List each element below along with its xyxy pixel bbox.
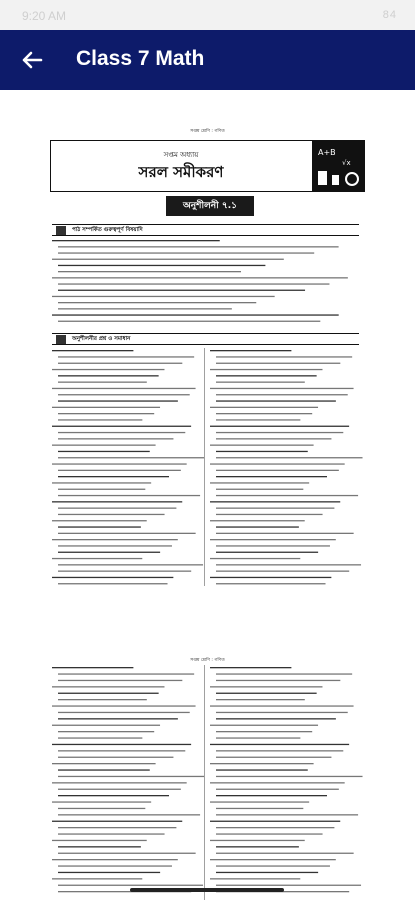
text-line: [58, 533, 196, 534]
text-line: [52, 577, 173, 578]
text-line: [210, 558, 300, 559]
app-bar: [0, 30, 415, 90]
text-line: [58, 290, 305, 291]
text-line: [52, 763, 156, 764]
text-line: [58, 363, 182, 364]
column-divider: [204, 665, 205, 900]
text-line: [58, 419, 142, 420]
text-line: [58, 571, 191, 572]
text-line: [216, 718, 336, 719]
text-line: [216, 769, 308, 770]
chapter-label: সপ্তম অধ্যায়: [163, 151, 199, 159]
text-line: [210, 744, 349, 745]
text-line: [58, 750, 185, 751]
text-line: [210, 878, 300, 879]
text-line: [216, 457, 363, 458]
text-line: [216, 470, 339, 471]
text-line: [52, 350, 133, 351]
text-line: [58, 246, 339, 247]
text-line: [52, 821, 182, 822]
text-line: [52, 558, 142, 559]
text-line: [216, 375, 317, 376]
text-line: [216, 508, 334, 509]
text-line: [58, 846, 141, 847]
text-line: [58, 712, 190, 713]
text-line: [52, 801, 151, 802]
text-line: [58, 265, 265, 266]
text-line: [58, 808, 145, 809]
text-line: [52, 463, 187, 464]
text-line: [216, 885, 361, 886]
text-line: [58, 673, 194, 674]
text-line: [216, 476, 327, 477]
text-line: [58, 827, 176, 828]
text-line: [216, 356, 352, 357]
text-line: [216, 872, 318, 873]
text-line: [210, 501, 340, 502]
text-line: [210, 407, 318, 408]
text-line: [216, 776, 363, 777]
text-line: [52, 686, 164, 687]
section-heading: অনুশীলনীর প্রশ্ন ও সমাধান: [52, 333, 359, 345]
page-2-text-block: [46, 657, 369, 900]
text-line: [58, 564, 203, 565]
status-time: 9:20 AM: [22, 9, 67, 23]
text-line: [216, 495, 358, 496]
text-line: [58, 476, 169, 477]
text-line: [216, 680, 340, 681]
text-line: [52, 388, 196, 389]
text-line: [58, 526, 141, 527]
text-line: [58, 552, 160, 553]
text-line: [216, 564, 361, 565]
text-line: [58, 470, 181, 471]
text-line: [58, 853, 196, 854]
text-line: [58, 302, 256, 303]
text-line: [216, 737, 300, 738]
text-line: [210, 821, 340, 822]
text-line: [210, 763, 314, 764]
text-line: [210, 840, 305, 841]
text-line: [216, 583, 326, 584]
text-line: [210, 686, 322, 687]
text-line: [58, 699, 147, 700]
text-line: [216, 757, 331, 758]
page-1-text-block: [46, 128, 369, 588]
text-line: [210, 782, 345, 783]
text-line: [52, 705, 196, 706]
text-line: [216, 846, 299, 847]
text-line: [216, 419, 300, 420]
text-line: [58, 865, 172, 866]
text-line: [216, 382, 305, 383]
text-line: [58, 394, 190, 395]
page-title: Class 7 Math: [76, 47, 205, 70]
section-heading: পাঠ সম্পর্কিত গুরুত্বপূর্ণ বিষয়াদি: [52, 224, 359, 236]
text-line: [216, 514, 323, 515]
text-line: [210, 577, 331, 578]
text-line: [210, 388, 354, 389]
text-line: [58, 731, 154, 732]
text-line: [58, 718, 178, 719]
text-line: [210, 426, 349, 427]
text-line: [58, 737, 142, 738]
text-line: [216, 833, 323, 834]
text-line: [52, 482, 151, 483]
text-line: [58, 400, 178, 401]
text-line: [58, 489, 145, 490]
chapter-title: সরল সমীকরণ: [138, 163, 224, 181]
text-line: [216, 673, 352, 674]
page-header: সপ্তম শ্রেণি : গণিত: [190, 658, 225, 663]
text-line: [210, 705, 354, 706]
text-line: [210, 520, 305, 521]
text-line: [58, 680, 182, 681]
text-line: [52, 520, 147, 521]
text-line: [216, 865, 330, 866]
text-line: [216, 795, 327, 796]
text-line: [216, 413, 312, 414]
text-line: [52, 259, 284, 260]
text-line: [52, 667, 133, 668]
svg-text:A+B: A+B: [318, 148, 336, 157]
text-line: [58, 508, 176, 509]
text-line: [216, 571, 349, 572]
text-line: [52, 277, 348, 278]
text-line: [58, 545, 172, 546]
text-line: [216, 400, 336, 401]
text-line: [58, 814, 200, 815]
text-line: [52, 314, 339, 315]
battery-level: 84: [382, 9, 397, 21]
text-line: [58, 308, 232, 309]
text-line: [52, 859, 178, 860]
text-line: [58, 432, 185, 433]
text-line: [58, 885, 203, 886]
text-line: [210, 667, 291, 668]
text-line: [58, 321, 320, 322]
text-line: [58, 693, 159, 694]
text-line: [216, 789, 339, 790]
text-line: [58, 495, 200, 496]
text-line: [52, 782, 187, 783]
home-indicator[interactable]: [130, 888, 284, 892]
text-line: [52, 426, 191, 427]
text-line: [210, 725, 318, 726]
text-line: [58, 283, 329, 284]
text-line: [58, 413, 154, 414]
text-line: [58, 789, 181, 790]
text-line: [58, 451, 150, 452]
text-line: [216, 827, 334, 828]
text-line: [210, 539, 336, 540]
text-line: [58, 252, 314, 253]
text-line: [58, 769, 150, 770]
text-line: [52, 725, 160, 726]
text-line: [210, 801, 309, 802]
text-line: [216, 712, 348, 713]
document-page-2: [46, 657, 369, 900]
text-line: [216, 853, 354, 854]
text-line: [216, 526, 299, 527]
text-line: [52, 840, 147, 841]
text-line: [216, 533, 354, 534]
text-line: [216, 808, 303, 809]
text-line: [58, 375, 159, 376]
text-line: [58, 872, 160, 873]
text-line: [210, 482, 309, 483]
text-line: [52, 407, 160, 408]
text-line: [216, 363, 340, 364]
text-line: [210, 859, 336, 860]
text-line: [52, 878, 142, 879]
text-line: [216, 545, 330, 546]
text-line: [58, 438, 173, 439]
document-page-1: [46, 128, 369, 588]
status-bar: [0, 0, 415, 30]
text-line: [216, 731, 312, 732]
text-line: [216, 451, 308, 452]
text-line: [210, 445, 314, 446]
text-line: [216, 489, 303, 490]
text-line: [52, 445, 156, 446]
text-line: [52, 240, 220, 241]
text-line: [52, 539, 178, 540]
back-button[interactable]: [14, 42, 50, 78]
text-line: [216, 432, 343, 433]
text-line: [52, 744, 191, 745]
text-line: [210, 463, 345, 464]
exercise-banner: অনুশীলনী ৭.১: [166, 196, 254, 216]
page-header: সপ্তম শ্রেণি : গণিত: [190, 129, 225, 134]
text-line: [216, 438, 331, 439]
text-line: [58, 382, 147, 383]
text-line: [210, 350, 291, 351]
text-line: [58, 833, 165, 834]
column-divider: [204, 348, 205, 586]
text-line: [52, 369, 164, 370]
svg-text:√x: √x: [342, 159, 351, 167]
text-line: [216, 814, 358, 815]
text-line: [58, 356, 194, 357]
text-line: [58, 757, 173, 758]
text-line: [58, 795, 169, 796]
text-line: [216, 693, 317, 694]
text-line: [216, 699, 305, 700]
text-line: [58, 457, 205, 458]
arrow-left-icon: [14, 42, 50, 78]
text-line: [58, 514, 165, 515]
text-line: [58, 776, 205, 777]
text-line: [216, 750, 343, 751]
text-line: [58, 583, 168, 584]
text-line: [52, 296, 275, 297]
text-line: [210, 369, 322, 370]
text-line: [216, 394, 348, 395]
text-line: [52, 501, 182, 502]
text-line: [216, 552, 318, 553]
pdf-viewer[interactable]: [0, 90, 415, 900]
text-line: [58, 271, 241, 272]
